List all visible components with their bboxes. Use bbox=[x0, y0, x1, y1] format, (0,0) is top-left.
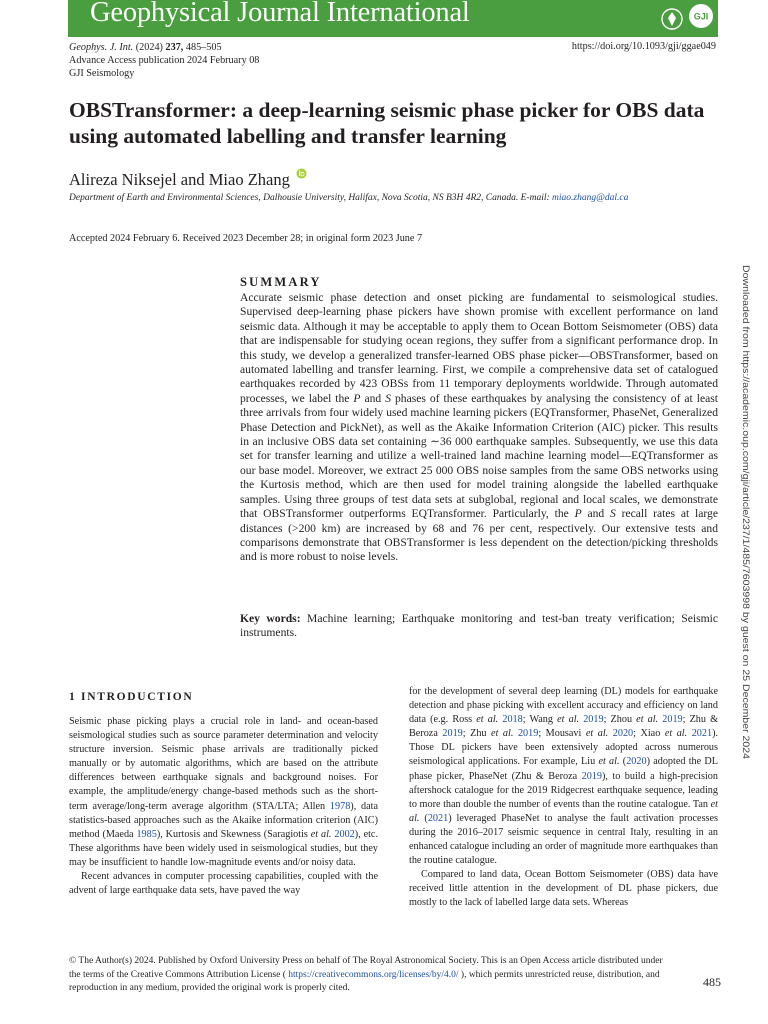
intro-column-right bbox=[409, 685, 718, 911]
gji-logo bbox=[688, 3, 714, 29]
section-heading-introduction: 1 INTRODUCTION bbox=[69, 691, 194, 703]
keywords-text: Machine learning; Earthquake monitoring and test-ban treaty verification; Seismic instruments. bbox=[240, 612, 718, 640]
citation-link[interactable]: 2019 bbox=[662, 714, 683, 726]
copyright-text: © The Author(s) 2024. Published by Oxford University Press on behalf of The Royal Astronomical Society. This is an Open Access article distributed under the terms of the Creative Commons Attribution License ( bbox=[69, 956, 663, 980]
gji-logo-text: GJI bbox=[693, 11, 709, 22]
summary-and: and bbox=[581, 507, 611, 521]
text-run: Seismic phase picking plays a crucial role in land- and ocean-based seismological studies such as source parameter determination and velocity structure inversion. Seismic phase arrivals are traditionally picked manually or by automatic algorithms, which are based on the attribute differences between earthquake signals and background noises. For example, the amplitude/energy change-based methods such as the short-term average/long-term average algorithm (STA/LTA; Allen bbox=[69, 716, 378, 812]
text-run: ), etc. These algorithms have been widely used in seismological studies, but they may be insufficient to handle low-magnitude events and/or noisy data. bbox=[69, 828, 378, 868]
summary-text-1: Accurate seismic phase detection and onset picking are fundamental to seismological studies. Supervised deep-learning phase pickers have shown promise with excellent performance on land seismic data. Although it may be acceptable to apply them to Ocean Bottom Seismometer (OBS) data that are indispensable for studying ocean regions, they suffer from a significant performance drop. In this study, we develop a generalized transfer-learned OBS phase picker—OBSTransformer, based on automated labelling and transfer learning. First, we compile a comprehensive data set of catalogued earthquakes recorded by 423 OBSs from 11 temporary deployments worldwide. Through automated processes, we label the bbox=[240, 291, 718, 405]
et-al: et al. bbox=[557, 714, 580, 726]
et-al: et al. bbox=[409, 798, 718, 824]
citation-link[interactable]: 1985 bbox=[136, 828, 157, 840]
summary-text-3: recall rates at large distances (>200 km) are increased by 68 and 76 per cent, respectively. Our extensive tests and comparisons demonstrate that OBSTransformer is less dependent on the detection/picking thresholds and is more robust to noise levels. bbox=[240, 507, 718, 564]
s-phase: S bbox=[610, 507, 616, 521]
et-al: et al. bbox=[636, 714, 659, 726]
et-al: et al. bbox=[598, 756, 620, 768]
intro-paragraph-2-cont: for the development of several deep learning (DL) models for earthquake detection and phase picking with excellent accuracy and efficiency on land data (e.g. Ross et al. 2018; Wang et al. 2019; Zhou et al. 2019; Zhu & Beroza 2019; Zhu et al. 2019; Mousavi et al. 2020; Xiao et al. 2021). Those DL pickers have been extensively adopted across numerous seismological applications. For example, Liu et al. (2020) adopted the DL phase picker, PhaseNet (Zhu & Beroza 2019), to build a high-precision aftershock catalogue for the 2019 Ridgecrest earthquake sequence, leading to more than double the number of events than the routine catalogue. Tan et al. (2021) leveraged PhaseNet to analyse the fault activation processes during the 2016–2017 seismic sequence in central Italy, resulting in an enhanced catalogue including an order of magnitude more earthquakes than the routine catalogue. bbox=[409, 686, 719, 867]
summary-and: and bbox=[360, 391, 386, 405]
citation-link[interactable]: 2002 bbox=[334, 828, 355, 840]
text-run: ; Mousavi bbox=[538, 728, 586, 740]
text-run: ; Zhu bbox=[462, 728, 492, 740]
summary-text-2: phases of these earthquakes by analysing the consistency of at least three arrivals from four widely used machine learning pickers (EQTransformer, PhaseNet, Generalized Phase Detection and PickNet), as well as the Akaike Information Criterion (AIC) picker. This results in an inclusive OBS data set containing ∼36 000 earthquake samples. Subsequently, we use this data set for transfer learning and utilize a well-trained land machine learning model—EQTransformer as our base model. Moreover, we extract 25 000 OBS noise samples from the same OBS networks using the Kurtosis method, which are then used for model training alongside the labelled earthquake samples. Using three groups of test data sets at subglobal, regional and local scales, we demonstrate that OBSTransformer outperforms EQTransformer. Particularly, the bbox=[240, 391, 718, 521]
citation-journal: Geophys. J. Int. bbox=[69, 42, 134, 53]
article-title: OBSTransformer: a deep-learning seismic phase picker for OBS data using automated labelling and transfer learning bbox=[69, 98, 705, 148]
text-run: for the development of several deep learning (DL) models for earthquake detection and phase picking with excellent accuracy and efficiency on land data (e.g. Ross bbox=[409, 686, 718, 726]
citation-link[interactable]: 2018 bbox=[502, 714, 523, 726]
intro-column-left bbox=[69, 715, 378, 898]
text-run: ; Zhou bbox=[603, 714, 637, 726]
text-run: ), data statistics-based approaches such as the Akaike information criterion (AIC) method (Maeda bbox=[69, 800, 378, 840]
text-run: ). Those DL pickers have been extensively adopted across numerous seismological applications. For example, Liu bbox=[409, 728, 719, 768]
ras-crest-icon bbox=[660, 7, 684, 31]
citation-line bbox=[69, 41, 222, 54]
et-al: et al. bbox=[476, 714, 499, 726]
citation-link[interactable]: 2019 bbox=[517, 728, 539, 740]
keywords-label: Key words: bbox=[240, 612, 301, 625]
license-link[interactable]: https://creativecommons.org/licenses/by/4.0/ bbox=[288, 969, 459, 980]
summary-heading: SUMMARY bbox=[240, 275, 322, 289]
p-phase: P bbox=[574, 507, 582, 521]
text-run: ; Wang bbox=[522, 714, 558, 726]
affiliation-text: Department of Earth and Environmental Sciences, Dalhousie University, Halifax, Nova Scotia, NS B3H 4R2, Canada. E-mail: bbox=[69, 193, 550, 203]
affiliation bbox=[69, 193, 628, 203]
copyright-footer bbox=[69, 955, 669, 996]
citation-link[interactable]: 2020 bbox=[626, 756, 647, 768]
received-dates: Accepted 2024 February 6. Received 2023 December 28; in original form 2023 June 7 bbox=[69, 233, 423, 244]
citation-link[interactable]: 2019 bbox=[583, 714, 604, 726]
intro-paragraph-3: Compared to land data, Ocean Bottom Seismometer (OBS) data have received little attention in the development of DL phase pickers, due mostly to the lack of labelled large data sets. Whereas bbox=[409, 869, 718, 909]
citation-link[interactable]: 2021 bbox=[427, 812, 449, 824]
citation-link[interactable]: 2021 bbox=[691, 728, 713, 740]
author-line bbox=[69, 168, 307, 190]
download-watermark bbox=[740, 265, 752, 759]
s-phase: S bbox=[385, 391, 391, 405]
citation-link[interactable]: 1978 bbox=[329, 800, 351, 812]
orcid-icon[interactable] bbox=[296, 168, 307, 179]
citation-link[interactable]: 2019 bbox=[442, 728, 463, 740]
et-al: et al. bbox=[491, 728, 514, 740]
keywords bbox=[240, 612, 718, 641]
intro-paragraph-2: Recent advances in computer processing capabilities, coupled with the advent of large earthquake data sets, have paved the way bbox=[69, 871, 378, 897]
advance-access: Advance Access publication 2024 February 08 bbox=[69, 55, 260, 66]
text-run: ; Zhu & Beroza bbox=[409, 714, 719, 740]
author-email-link[interactable]: miao.zhang@dal.ca bbox=[552, 193, 629, 203]
text-run: ), to build a high-precision aftershock catalogue for the 2019 Ridgecrest earthquake sequence, leading to more than double the number of events than the routine catalogue. Tan bbox=[409, 770, 718, 810]
journal-banner bbox=[68, 0, 718, 37]
doi-link[interactable]: https://doi.org/10.1093/gji/ggae049 bbox=[571, 41, 716, 52]
citation-link[interactable]: 2020 bbox=[612, 728, 634, 740]
et-al: et al. bbox=[585, 728, 609, 740]
citation-volume: 237, bbox=[165, 42, 184, 53]
p-phase: P bbox=[353, 391, 361, 405]
authors: Alireza Niksejel and Miao Zhang bbox=[69, 170, 290, 189]
page-number: 485 bbox=[703, 975, 721, 989]
citation-link[interactable]: 2019 bbox=[581, 770, 602, 782]
summary-abstract bbox=[240, 291, 718, 565]
citation-year: (2024) bbox=[135, 42, 163, 53]
et-al: et al. bbox=[664, 728, 688, 740]
text-run: ) adopted the DL phase picker, PhaseNet (Zhu & Beroza bbox=[409, 756, 718, 782]
text-run: ), Kurtosis and Skewness (Saragiotis bbox=[156, 828, 311, 840]
et-al: et al. bbox=[310, 828, 332, 840]
copyright-rest: ), which permits unrestricted reuse, distribution, and reproduction in any medium, provided the original work is properly cited. bbox=[69, 969, 660, 994]
text-run: ) leveraged PhaseNet to analyse the fault activation processes during the 2016–2017 seismic sequence in central Italy, resulting in an enhanced catalogue including an order of magnitude more earthquakes than the routine catalogue. bbox=[409, 812, 718, 867]
download-watermark-text: Downloaded from https://academic.oup.com/gji/article/237/1/485/7603998 by guest on 25 December 2024 bbox=[741, 265, 752, 705]
citation-pages: 485–505 bbox=[185, 42, 222, 53]
text-run: ; Xiao bbox=[633, 728, 665, 740]
journal-name[interactable]: Geophysical Journal International bbox=[90, 0, 470, 28]
intro-paragraph-1 bbox=[69, 715, 378, 870]
journal-section: GJI Seismology bbox=[69, 68, 135, 79]
